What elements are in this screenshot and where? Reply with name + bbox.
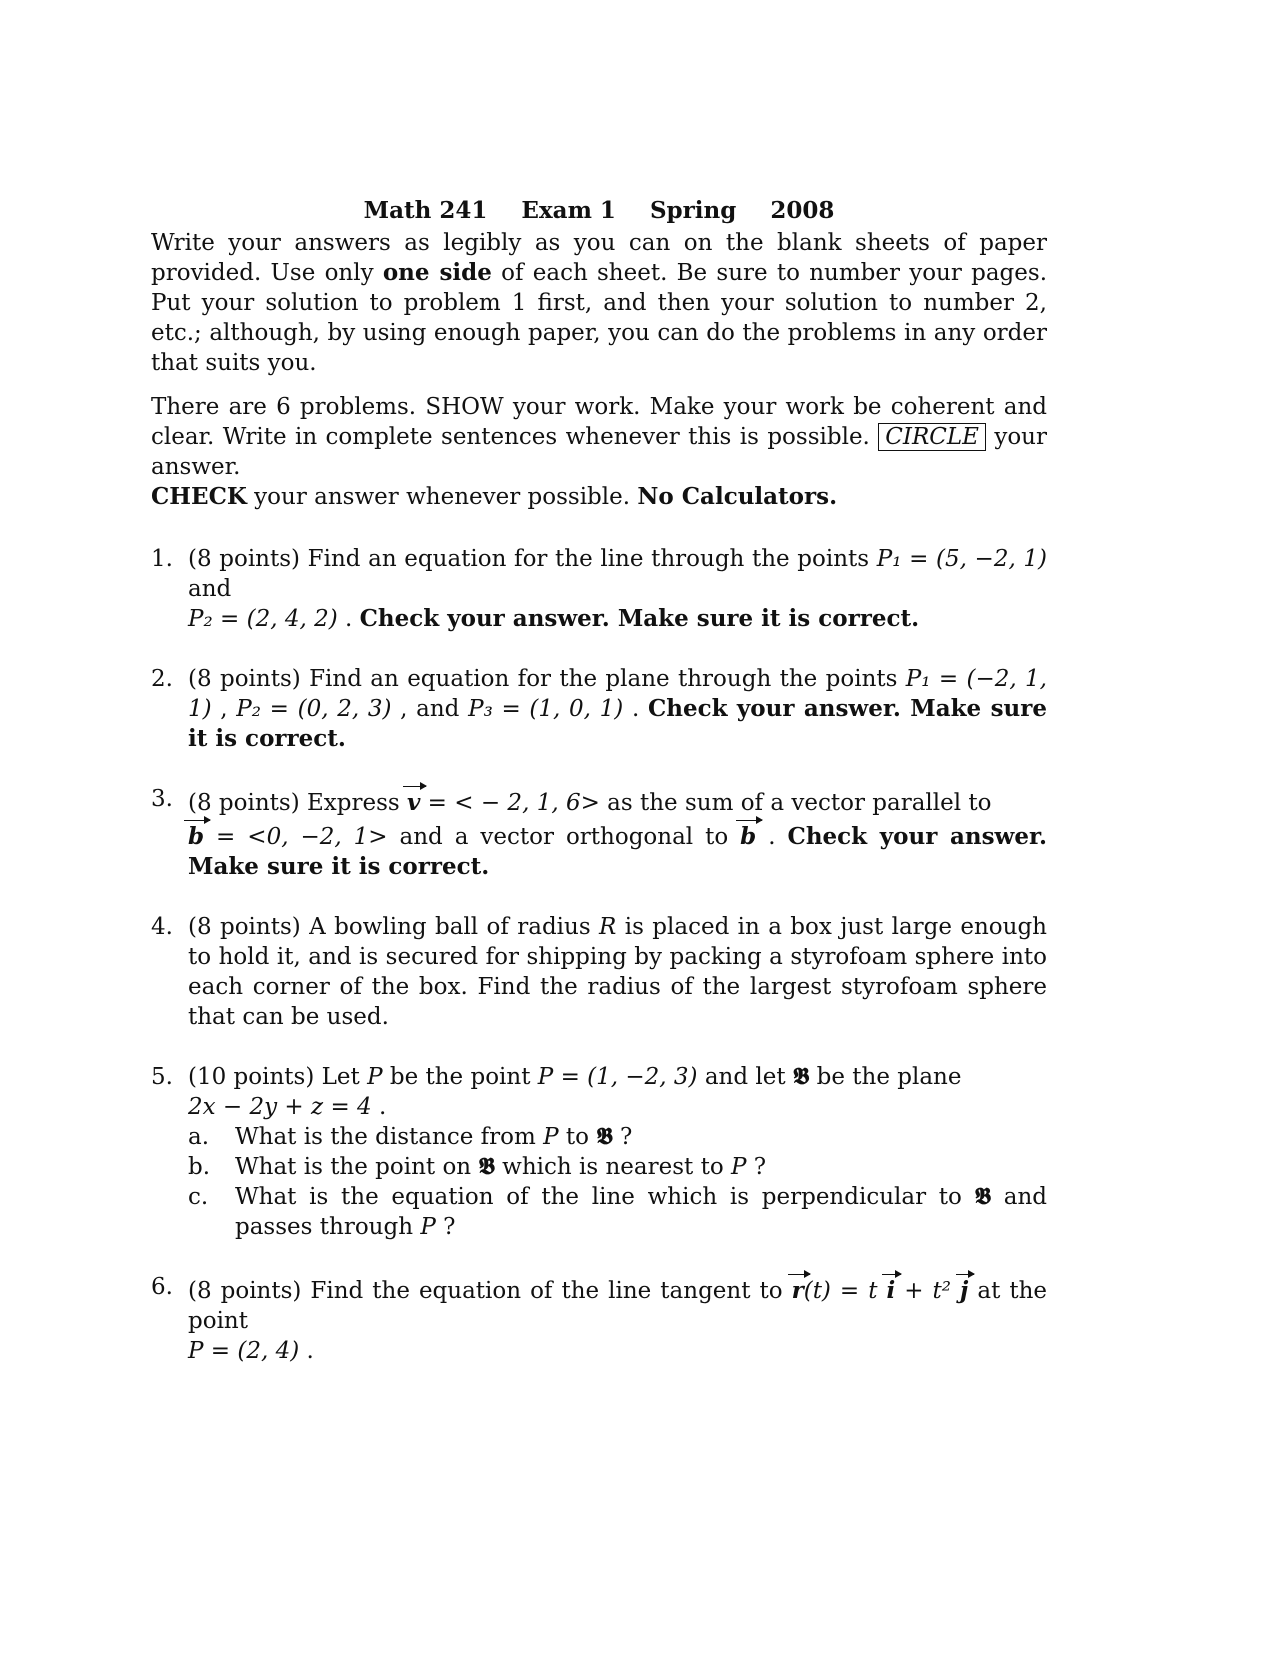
no-calculators-emphasis: No Calculators.: [637, 483, 838, 510]
problem-list: [151, 544, 1047, 1366]
sub-question-c: c. What is the equation of the line which is perpendicular to 𝕭 and passes through P ?: [188, 1183, 1047, 1240]
problem-4: 4. (8 points) A bowling ball of radius R is placed in a box just large enough to hold it, and is secured for shipping by packing a styrofoam sphere into each corner of the box. Find the radius of the largest styrofoam sphere that can be used.: [151, 914, 1047, 1030]
problem-number: 5.: [151, 1064, 173, 1090]
check-emphasis: CHECK: [151, 483, 247, 510]
problem-number: 6.: [151, 1274, 173, 1300]
exam-term: Spring: [649, 197, 737, 224]
exam-page: [151, 196, 1047, 1396]
vector-j: j: [960, 1272, 968, 1304]
vector-b: b: [188, 818, 204, 850]
one-side-emphasis: one side: [382, 259, 492, 286]
page-title: [151, 196, 1047, 226]
problem-1: 1. (8 points) Find an equation for the line through the points P₁ = (5, −2, 1) and P₂ = (2, 4, 2) . Check your answer. Make sure it is correct.: [151, 546, 1048, 632]
circle-boxed-word: CIRCLE: [878, 423, 986, 451]
vector-v: v: [407, 784, 420, 816]
check-answer-note: Check your answer. Make sure it is correct.: [359, 605, 920, 632]
vector-r: r: [792, 1272, 804, 1304]
sub-question-list: [188, 1122, 1047, 1242]
vector-i: i: [886, 1272, 895, 1304]
problem-6: 6. (8 points) Find the equation of the line tangent to r(t) = t i + t² j at the point P = (2, 4) .: [151, 1274, 1048, 1364]
exam-name: Exam 1: [521, 197, 616, 224]
instructions-paragraph-2: There are 6 problems. SHOW your work. Make your work be coherent and clear. Write in complete sentences whenever this is possible. CIRCLE your answer. CHECK your answer whenever possible. No Calculators.: [151, 394, 1047, 510]
problem-number: 1.: [151, 546, 173, 572]
plane-symbol: 𝕭: [974, 1183, 992, 1210]
problem-number: 3.: [151, 786, 173, 812]
problem-number: 2.: [151, 666, 173, 692]
plane-symbol: 𝕭: [478, 1153, 495, 1180]
course-name: Math 241: [363, 197, 488, 224]
plane-symbol: 𝕭: [596, 1123, 613, 1150]
problem-3: 3. (8 points) Express v = < − 2, 1, 6> as the sum of a vector parallel to b = <0, −2, 1> and a vector orthogonal to b . Check your answer. Make sure it is correct.: [151, 786, 1048, 880]
check-answer-note: Check your answer. Make sure it is correct.: [188, 695, 1047, 752]
problem-5: 5. (10 points) Let P be the point P = (1, −2, 3) and let 𝕭 be the plane 2x − 2y + z = 4 . a. What is the distance from P to 𝕭 ? b. What is the point on 𝕭 which is nearest to P ? c. What is the equation of the line which is perpendicular to 𝕭 and passes through P ?: [151, 1063, 1047, 1240]
plane-symbol: 𝕭: [792, 1063, 810, 1090]
exam-year: 2008: [770, 197, 835, 224]
sub-question-b: b. What is the point on 𝕭 which is nearest to P ?: [188, 1153, 767, 1180]
vector-b: b: [740, 818, 756, 850]
sub-question-a: a. What is the distance from P to 𝕭 ?: [188, 1123, 633, 1150]
check-answer-note: Check your answer. Make sure it is correct.: [188, 823, 1048, 880]
problem-number: 4.: [151, 914, 173, 940]
problem-2: 2. (8 points) Find an equation for the plane through the points P₁ = (−2, 1, 1) , P₂ = (0, 2, 3) , and P₃ = (1, 0, 1) . Check your answer. Make sure it is correct.: [151, 666, 1047, 752]
instructions-paragraph-1: Write your answers as legibly as you can on the blank sheets of paper provided. Use only one side of each sheet. Be sure to number your pages. Put your solution to problem 1 first, and then your solution to number 2, etc.; although, by using enough paper, you can do the problems in any order that suits you.: [151, 230, 1047, 376]
